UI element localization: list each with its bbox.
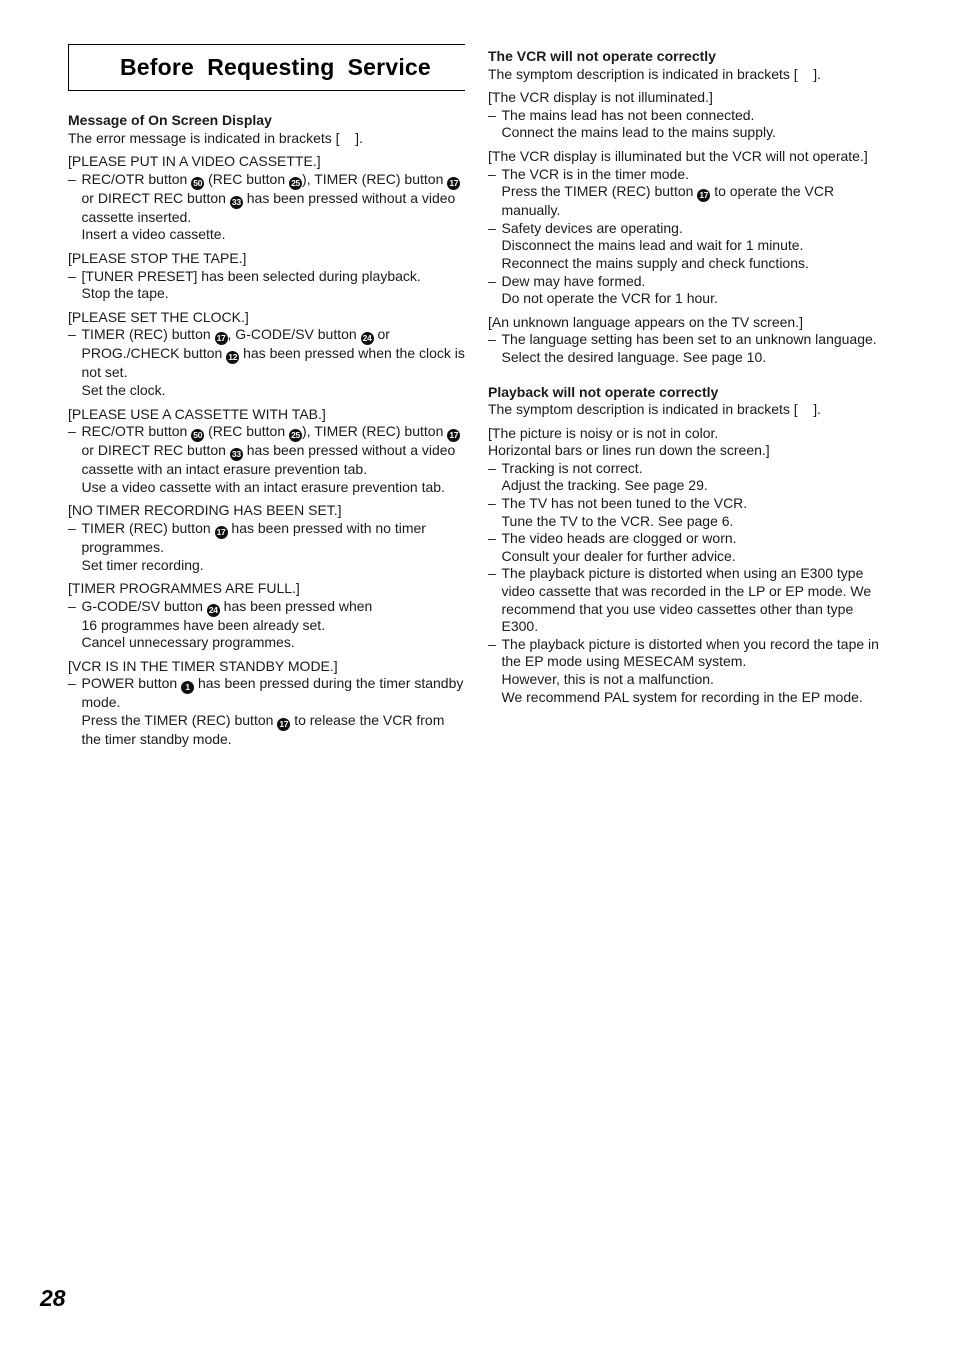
message-group — [68, 658, 466, 749]
message-group — [488, 148, 888, 308]
list-item — [68, 423, 466, 496]
text-run: Set the clock. — [81, 381, 166, 398]
dash-bullet: – — [68, 326, 76, 343]
text-run: TIMER (REC) button — [81, 519, 215, 536]
button-number-icon: 25 — [289, 429, 302, 442]
text-run: to operate the VCR manually. — [501, 183, 835, 219]
group-heading: [The VCR display is illuminated but the VCR will not operate.] — [488, 147, 868, 164]
dash-bullet: – — [68, 597, 76, 614]
button-number-icon: 50 — [191, 177, 204, 190]
dash-bullet: – — [488, 459, 496, 476]
list-item-text — [82, 268, 467, 303]
text-run: The language setting has been set to an unknown language. — [501, 331, 877, 348]
dash-bullet: – — [488, 331, 496, 348]
group-heading: [PLEASE PUT IN A VIDEO CASSETTE.] — [68, 153, 321, 170]
message-group — [488, 314, 888, 367]
button-number-icon: 1 — [181, 681, 194, 694]
text-run: Cancel unnecessary programmes. — [81, 634, 295, 651]
button-number-icon: 17 — [215, 332, 228, 345]
page-number: 28 — [40, 1285, 66, 1311]
text-run: to release the VCR from the timer standby mode. — [81, 712, 445, 748]
text-run: Tracking is not correct. — [501, 459, 643, 476]
dash-bullet: – — [68, 170, 76, 187]
text-run: (REC button — [204, 170, 290, 187]
button-number-icon: 17 — [447, 177, 460, 190]
button-number-icon: 24 — [207, 604, 220, 617]
list-item-text — [502, 273, 889, 308]
message-group — [68, 502, 466, 574]
list-item — [488, 331, 888, 366]
dash-bullet: – — [488, 530, 496, 547]
text-run: The playback picture is distorted when you record the tape in the EP mode using MESECAM system. — [501, 635, 879, 670]
text-run: Safety devices are operating. — [501, 219, 683, 236]
list-item — [488, 220, 888, 273]
right-column — [488, 48, 888, 712]
list-item — [488, 166, 888, 220]
button-number-icon: 50 — [191, 429, 204, 442]
dash-bullet: – — [68, 675, 76, 692]
text-run: Press the TIMER (REC) button — [81, 712, 278, 729]
text-run: G-CODE/SV button — [81, 597, 207, 614]
left-column — [68, 112, 466, 755]
list-item-text — [502, 495, 889, 530]
text-run: Use a video cassette with an intact erasure prevention tab. — [81, 478, 445, 495]
button-number-icon: 17 — [277, 718, 290, 731]
dash-bullet: – — [488, 565, 496, 582]
text-run: Consult your dealer for further advice. — [501, 547, 736, 564]
message-group — [488, 89, 888, 142]
group-heading: [NO TIMER RECORDING HAS BEEN SET.] — [68, 502, 342, 519]
text-run: Select the desired language. See page 10. — [501, 348, 767, 365]
page-title: Before Requesting Service — [120, 54, 431, 80]
text-run: (REC button — [204, 423, 290, 440]
section-intro-osd: The error message is indicated in brackets [ ]. — [68, 129, 363, 146]
text-run: Tune the TV to the VCR. See page 6. — [501, 512, 734, 529]
list-item-text — [82, 598, 467, 652]
list-item-text — [502, 565, 889, 635]
text-run: Connect the mains lead to the mains supply. — [501, 124, 776, 141]
section-heading: The VCR will not operate correctly — [488, 48, 716, 64]
title-box — [68, 44, 465, 91]
troubleshooting-sections — [488, 48, 888, 706]
list-item — [488, 636, 888, 706]
list-item-text — [82, 675, 467, 748]
button-number-icon: 12 — [226, 351, 239, 364]
text-run: has been pressed with no timer programmes. — [81, 519, 426, 555]
list-item — [488, 273, 888, 308]
osd-message-list — [68, 153, 466, 748]
text-run: , G-CODE/SV button — [227, 326, 361, 343]
list-item-text — [82, 520, 467, 574]
list-item — [488, 107, 888, 142]
group-heading: [An unknown language appears on the TV screen.] — [488, 313, 803, 330]
text-run: Disconnect the mains lead and wait for 1 minute. — [501, 237, 804, 254]
list-item — [488, 530, 888, 565]
message-group — [68, 406, 466, 497]
button-number-icon: 17 — [697, 189, 710, 202]
group-heading: [VCR IS IN THE TIMER STANDBY MODE.] — [68, 657, 338, 674]
message-group — [68, 580, 466, 652]
text-run: Stop the tape. — [81, 285, 169, 302]
text-run: The TV has not been tuned to the VCR. — [501, 495, 748, 512]
group-heading: [PLEASE USE A CASSETTE WITH TAB.] — [68, 405, 326, 422]
text-run: The video heads are clogged or worn. — [501, 530, 737, 547]
text-run: or PROG./CHECK button — [81, 326, 390, 362]
text-run: has been pressed during the timer standby mode. — [81, 675, 464, 711]
text-run: We recommend PAL system for recording in the EP mode. — [501, 688, 863, 705]
list-item — [488, 460, 888, 495]
list-item — [68, 675, 466, 748]
text-run: or DIRECT REC button — [81, 442, 230, 459]
button-number-icon: 17 — [215, 526, 228, 539]
text-run: The mains lead has not been connected. — [501, 106, 755, 123]
text-run: The VCR is in the timer mode. — [501, 165, 690, 182]
dash-bullet: – — [488, 165, 496, 182]
dash-bullet: – — [488, 272, 496, 289]
dash-bullet: – — [488, 495, 496, 512]
message-group — [68, 309, 466, 400]
dash-bullet: – — [488, 219, 496, 236]
text-run: Do not operate the VCR for 1 hour. — [501, 290, 718, 307]
text-run: POWER button — [81, 675, 182, 692]
text-run: Dew may have formed. — [501, 272, 646, 289]
list-item-text — [502, 107, 889, 142]
section-heading: Playback will not operate correctly — [488, 383, 719, 400]
list-item-text — [502, 331, 889, 366]
list-item-text — [502, 166, 889, 220]
message-group — [68, 250, 466, 303]
list-item — [68, 268, 466, 303]
text-run: However, this is not a malfunction. — [501, 671, 714, 687]
troubleshooting-section — [488, 48, 888, 367]
text-run: Adjust the tracking. See page 29. — [501, 477, 708, 494]
text-run: Insert a video cassette. — [81, 226, 226, 243]
text-run: 16 programmes have been already set. — [81, 616, 326, 633]
text-run: has been pressed when — [219, 597, 373, 614]
section-heading-osd: Message of On Screen Display — [68, 112, 272, 128]
button-number-icon: 33 — [230, 448, 243, 461]
text-run: Set timer recording. — [81, 556, 204, 573]
list-item — [68, 171, 466, 244]
text-run: has been pressed without a video cassette inserted. — [81, 189, 456, 225]
text-run: REC/OTR button — [81, 423, 192, 440]
list-item-text — [82, 171, 467, 244]
list-item — [488, 495, 888, 530]
list-item-text — [82, 326, 467, 399]
message-group — [68, 153, 466, 244]
text-run: has been pressed when the clock is not set. — [81, 345, 465, 381]
list-item-text — [502, 636, 889, 706]
list-item — [488, 565, 888, 635]
dash-bullet: – — [68, 519, 76, 536]
group-heading: [PLEASE STOP THE TAPE.] — [68, 249, 247, 266]
text-run: The playback picture is distorted when using an E300 type video cassette that was recorded in the LP or EP mode. We recommend that you use video cassettes other than type E300. — [501, 565, 872, 635]
dash-bullet: – — [488, 635, 496, 652]
text-run: has been pressed without a video cassette with an intact erasure prevention tab. — [81, 442, 456, 478]
message-group — [488, 425, 888, 707]
text-run: REC/OTR button — [81, 170, 192, 187]
button-number-icon: 24 — [361, 332, 374, 345]
list-item — [68, 326, 466, 399]
text-run: TIMER (REC) button — [81, 326, 215, 343]
group-heading: [PLEASE SET THE CLOCK.] — [68, 308, 249, 325]
button-number-icon: 17 — [447, 429, 460, 442]
text-run: Press the TIMER (REC) button — [501, 183, 698, 200]
list-item-text — [502, 530, 889, 565]
text-run: ), TIMER (REC) button — [302, 170, 448, 187]
troubleshooting-section — [488, 373, 888, 707]
button-number-icon: 33 — [230, 196, 243, 209]
section-intro: The symptom description is indicated in brackets [ ]. — [488, 401, 822, 418]
dash-bullet: – — [68, 267, 76, 284]
dash-bullet: – — [488, 106, 496, 123]
text-run: or DIRECT REC button — [81, 189, 230, 206]
list-item-text — [502, 220, 889, 273]
list-item — [68, 598, 466, 652]
group-heading: [The VCR display is not illuminated.] — [488, 89, 713, 106]
text-run: Reconnect the mains supply and check functions. — [501, 254, 809, 271]
list-item — [68, 520, 466, 574]
list-item-text — [82, 423, 467, 496]
text-run: ), TIMER (REC) button — [302, 423, 448, 440]
group-heading: [TIMER PROGRAMMES ARE FULL.] — [68, 580, 300, 597]
list-item-text — [502, 460, 889, 495]
section-intro: The symptom description is indicated in brackets [ ]. — [488, 65, 822, 82]
dash-bullet: – — [68, 423, 76, 440]
group-heading: [The picture is noisy or is not in color. Horizontal bars or lines run down the screen.] — [488, 424, 770, 459]
button-number-icon: 25 — [289, 177, 302, 190]
text-run: [TUNER PRESET] has been selected during playback. — [81, 267, 421, 284]
